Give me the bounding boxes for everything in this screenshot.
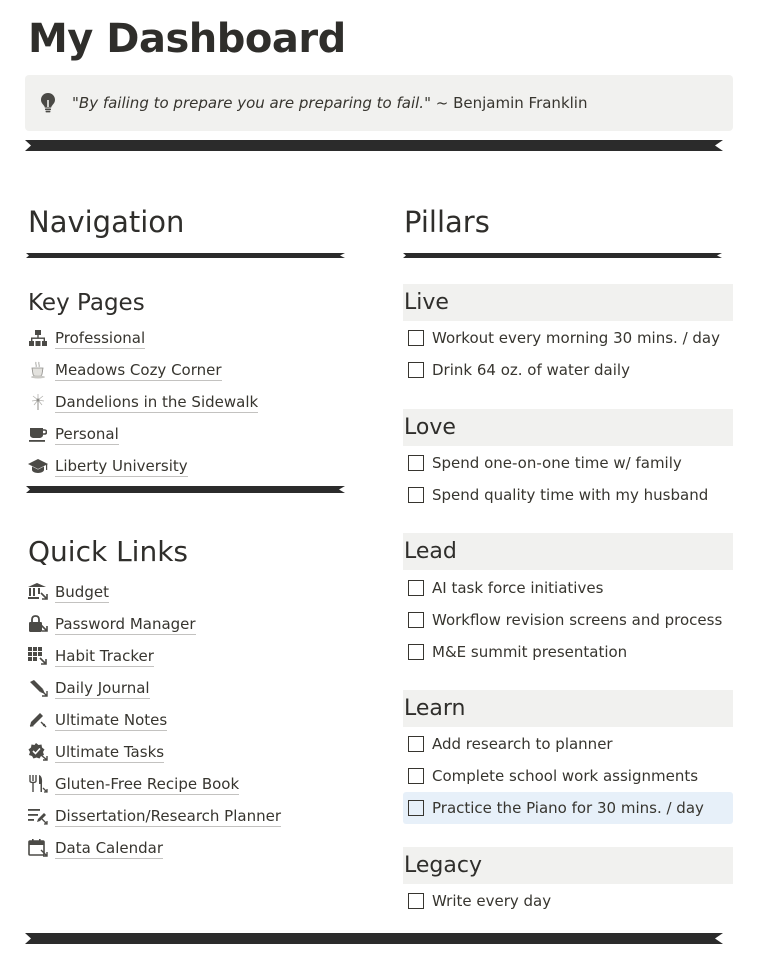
callout-text [72,94,587,112]
quote-text: "By failing to prepare you are preparing to fail." [72,94,431,112]
link-label: Ultimate Tasks [55,742,165,761]
todo-label: Workflow revision screens and process [432,611,723,629]
ribbon-divider-bottom [25,933,723,943]
navigation-divider [26,253,345,258]
todo-item [403,728,733,760]
todo-item [403,572,733,604]
pencil-icon [28,710,48,730]
ribbon-divider-top [25,140,723,150]
bank-icon [28,582,48,602]
pillar-todos-live [403,322,733,386]
link-label: Data Calendar [55,838,164,857]
pen-icon [28,678,48,698]
quote-callout [25,75,733,131]
pillars-heading: Pillars [404,205,490,239]
pillar-heading-live: Live [403,284,733,321]
todo-checkbox[interactable] [408,736,424,752]
todo-item [403,760,733,792]
todo-label: Workout every morning 30 mins. / day [432,329,720,347]
link-ultimate-tasks[interactable] [28,736,281,768]
todo-label: Spend one-on-one time w/ family [432,454,682,472]
list-edit-icon [28,806,48,826]
link-professional[interactable] [28,322,258,354]
task-badge-icon [28,742,48,762]
todo-item [403,479,733,511]
todo-checkbox[interactable] [408,580,424,596]
pillar-heading-lead: Lead [403,533,733,570]
link-data-calendar[interactable] [28,832,281,864]
todo-checkbox[interactable] [408,612,424,628]
quick-links-heading: Quick Links [28,535,189,568]
todo-checkbox[interactable] [408,330,424,346]
key-pages-heading: Key Pages [28,290,145,316]
key-pages-list [28,322,258,482]
todo-item [403,447,733,479]
link-password-manager[interactable] [28,608,281,640]
key-pages-divider [26,486,345,493]
todo-label: Practice the Piano for 30 mins. / day [432,799,704,817]
link-label: Personal [55,424,119,443]
link-dissertation-research-planner[interactable] [28,800,281,832]
pillars-divider [403,253,722,258]
link-budget[interactable] [28,576,281,608]
utensils-icon [28,774,48,794]
todo-item [403,636,733,668]
quote-author: ~ Benjamin Franklin [435,94,588,112]
navigation-heading: Navigation [28,205,185,239]
pillar-heading-love: Love [403,409,733,446]
page-title: My Dashboard [28,16,346,62]
todo-label: Add research to planner [432,735,613,753]
todo-item-selected [403,792,733,824]
todo-checkbox[interactable] [408,455,424,471]
link-habit-tracker[interactable] [28,640,281,672]
link-label: Gluten-Free Recipe Book [55,774,240,793]
link-label: Dandelions in the Sidewalk [55,392,259,411]
link-gluten-free-recipe-book[interactable] [28,768,281,800]
org-chart-icon [28,328,48,348]
link-label: Meadows Cozy Corner [55,360,222,379]
todo-item [403,885,733,917]
coffee-cup-icon [28,424,48,444]
todo-checkbox[interactable] [408,487,424,503]
link-liberty-university[interactable] [28,450,258,482]
link-daily-journal[interactable] [28,672,281,704]
todo-checkbox[interactable] [408,644,424,660]
pillar-todos-learn [403,728,733,824]
grid-icon [28,646,48,666]
cozy-cup-icon [28,360,48,380]
todo-label: AI task force initiatives [432,579,604,597]
todo-checkbox[interactable] [408,893,424,909]
todo-label: M&E summit presentation [432,643,628,661]
todo-label: Complete school work assignments [432,767,699,785]
pillar-heading-legacy: Legacy [403,847,733,884]
quick-links-list [28,576,281,864]
todo-item [403,354,733,386]
link-meadows-cozy-corner[interactable] [28,354,258,386]
link-personal[interactable] [28,418,258,450]
link-ultimate-notes[interactable] [28,704,281,736]
calendar-icon [28,838,48,858]
link-label: Budget [55,582,109,601]
link-label: Liberty University [55,456,188,475]
todo-checkbox[interactable] [408,768,424,784]
todo-checkbox[interactable] [408,800,424,816]
pillar-todos-lead [403,572,733,668]
todo-item [403,322,733,354]
pillar-todos-love [403,447,733,511]
link-label: Password Manager [55,614,196,633]
todo-label: Spend quality time with my husband [432,486,709,504]
pillar-heading-learn: Learn [403,690,733,727]
link-label: Habit Tracker [55,646,154,665]
pillar-todos-legacy [403,885,733,917]
lightbulb-icon [39,92,57,114]
todo-checkbox[interactable] [408,362,424,378]
todo-label: Drink 64 oz. of water daily [432,361,630,379]
link-label: Daily Journal [55,678,150,697]
lock-icon [28,614,48,634]
todo-item [403,604,733,636]
todo-label: Write every day [432,892,552,910]
link-dandelions-in-the-sidewalk[interactable] [28,386,258,418]
graduation-cap-icon [28,456,48,476]
link-label: Dissertation/Research Planner [55,806,281,825]
dandelion-icon [28,392,48,412]
link-label: Ultimate Notes [55,710,168,729]
link-label: Professional [55,328,146,347]
